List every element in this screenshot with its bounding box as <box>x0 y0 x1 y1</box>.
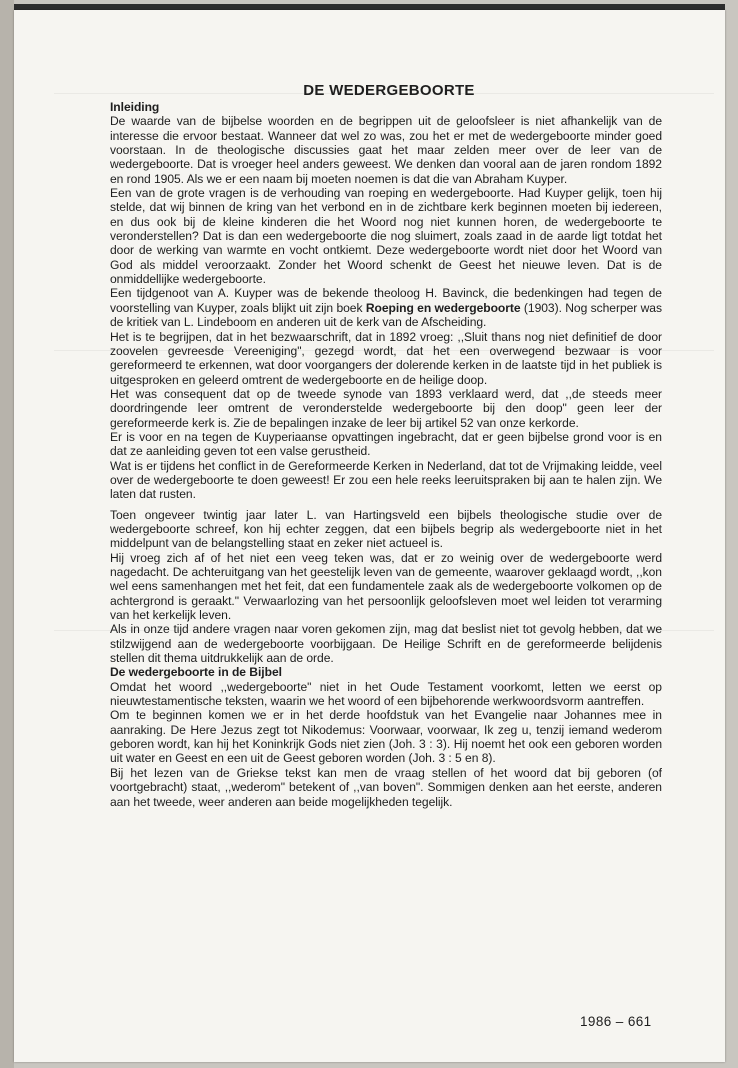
section-heading-inleiding: Inleiding <box>110 100 160 114</box>
paragraph: Wat is er tijdens het conflict in de Gereformeerde Kerken in Nederland, dat tot de Vrijmaking leidde, veel over de wedergeboorte te doen geweest! Er zou een hele reeks leeruitspraken bij aan te halen zijn. We laten dat rusten. <box>110 458 662 502</box>
paragraph: Omdat het woord ,,wedergeboorte" niet in het Oude Testament voorkomt, letten we eerst op nieuwtestamentische teksten, waarin we het woord of een bijbehorende werkwoordsvorm aantreffen. <box>110 679 662 709</box>
scan-left-edge <box>0 0 14 1068</box>
paragraph: Het was consequent dat op de tweede synode van 1893 verklaard werd, dat ,,de steeds meer doordringende leer omtrent de veronderstelde wedergeboorte bij den doop" geen leer der gereformeerde kerk is. Zie de bepalingen inzake de leer bij artikel 52 van onze kerkorde. <box>110 386 662 430</box>
paragraph: Er is voor en na tegen de Kuyperiaanse opvattingen ingebracht, dat er geen bijbelse grond voor is en dat ze aanleiding geven tot een valse gerustheid. <box>110 429 662 459</box>
document-page <box>14 10 725 1062</box>
paragraph: Toen ongeveer twintig jaar later L. van Hartingsveld een bijbels theologische studie over de wedergeboorte schreef, kon hij echter zeggen, dat een bijbels begrip als wedergeboorte niet in het middelpunt van de belangstelling staat en zeker niet actueel is. <box>110 507 662 551</box>
book-title: Roeping en wedergeboorte <box>365 300 521 315</box>
article-title: DE WEDERGEBOORTE <box>303 82 475 99</box>
paragraph: Het is te begrijpen, dat in het bezwaarschrift, dat in 1892 vroeg: ,,Sluit thans nog niet definitief de door zoovelen gevreesde Vereeniging", gezegd wordt, dat het een overwegend bezwaar is voor gereformeerd te erkennen, wat door voorgangers der dolerende kerken in de laatste tijd in het publiek is uitgesproken en geleerd omtrent de wedergeboorte en de heilige doop. <box>110 329 662 387</box>
paragraph: Als in onze tijd andere vragen naar voren gekomen zijn, mag dat beslist niet tot gevolg hebben, dat we stilzwijgend aan de wedergeboorte voorbijgaan. De Heilige Schrift en de gereformeerde belijdenis stellen dit thema uitdrukkelijk aan de orde. <box>110 622 662 666</box>
paragraph-bavinck <box>110 286 662 329</box>
page-number: 1986 – 661 <box>580 1014 652 1029</box>
article-body <box>110 82 662 809</box>
paragraph-text: (1903). Nog scherper was de kritiek van L. Lindeboom en anderen uit de kerk van de Afscheiding. <box>110 300 662 330</box>
paragraph: De waarde van de bijbelse woorden en de begrippen uit de geloofsleer is niet afhankelijk van de interesse die ervoor bestaat. Wanneer dat wel zo was, zou het er met de wedergeboorte minder goed voorstaan. In de theologische discussies gaat het maar zelden meer over de leer van de wedergeboorte. Dat is vroeger heel anders geweest. We denken dan vooral aan de jaren rondom 1892 en rond 1905. Als we er een naam bij moeten noemen is dat die van Abraham Kuyper. <box>110 114 662 186</box>
section-heading-bijbel: De wedergeboorte in de Bijbel <box>110 665 282 680</box>
paragraph: Hij vroeg zich af of het niet een veeg teken was, dat er zo weinig over de wedergeboorte werd nagedacht. De achteruitgang van het geestelijk leven van de gemeente, waarover geklaagd wordt, ,,kon wel eens samenhangen met het feit, dat een fundamentele zaak als de wedergeboorte volkomen op de achtergrond is geraakt." Verwaarlozing van het persoonlijk geloofsleven moet wel leiden tot verarming van het kerkelijk leven. <box>110 550 662 623</box>
paragraph: Bij het lezen van de Griekse tekst kan men de vraag stellen of het woord dat bij geboren (of voortgebracht) staat, ,,wederom" betekent of ,,van boven". Sommigen denken aan het eerste, anderen aan het tweede, weer anderen aan beide mogelijkheden tegelijk. <box>110 765 662 809</box>
paragraph: Om te beginnen komen we er in het derde hoofdstuk van het Evangelie naar Johannes mee in aanraking. De Here Jezus zegt tot Nikodemus: Voorwaar, voorwaar, Ik zeg u, tenzij iemand wederom geboren wordt, kan hij het Koninkrijk Gods niet zien (Joh. 3 : 3). Hij noemt het ook een geboren worden uit water en Geest en een uit de Geest geboren worden (Joh. 3 : 5 en 8). <box>110 708 662 766</box>
paragraph-text: Een tijdgenoot van A. Kuyper was de bekende theoloog H. Bavinck, die bedenkingen had tegen de voorstelling van Kuyper, zoals blijkt uit zijn boek <box>110 286 662 315</box>
paragraph: Een van de grote vragen is de verhouding van roeping en wedergeboorte. Had Kuyper gelijk, toen hij stelde, dat wij binnen de kring van het verbond en in de zichtbare kerk beginnen moeten bij iedereen, en dus ook bij de kleine kinderen die het Woord nog niet kunnen horen, de wedergeboorte te veronderstellen? Dat is dan een wedergeboorte die nog sluimert, zoals zaad in de aarde ligt totdat het door de werking van warmte en vocht ontkiemt. Deze wedergeboorte wordt niet door het Woord van God als middel veroorzaakt. Zonder het Woord schenkt de Geest het nieuwe leven. Dat is de onmiddellijke wedergeboorte. <box>110 186 662 287</box>
